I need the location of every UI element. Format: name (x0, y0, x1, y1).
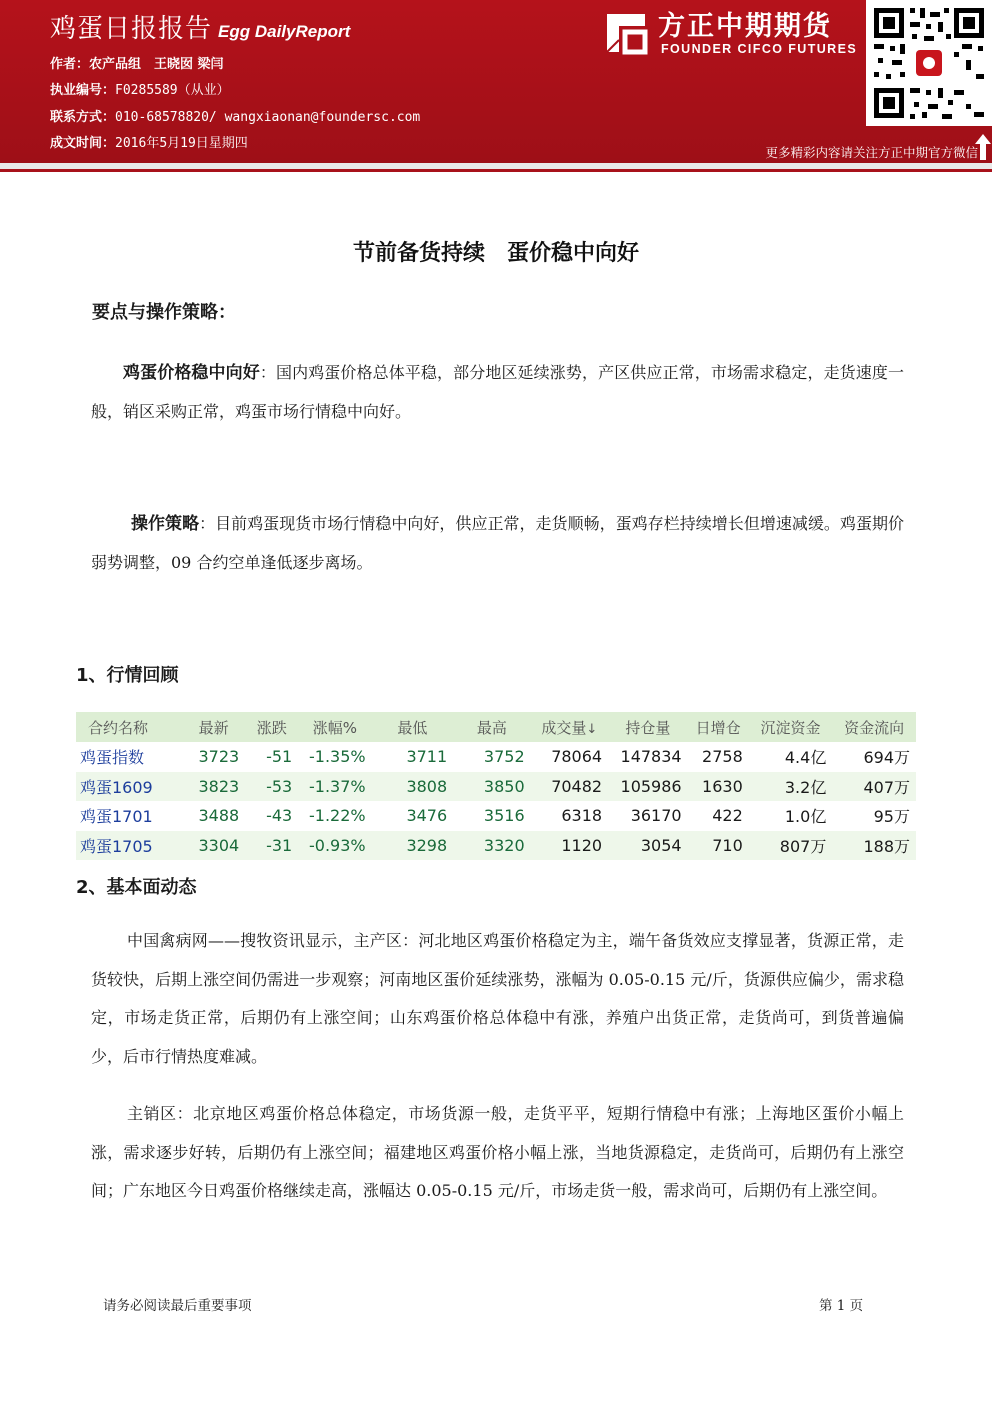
table-header-row (76, 712, 916, 742)
date-value: 2016年5月19日星期四 (115, 136, 248, 151)
cell-daily-oi-change: 422 (688, 801, 749, 831)
col-volume (531, 712, 608, 742)
cell-high: 3752 (453, 742, 530, 772)
cell-open-interest: 147834 (608, 742, 688, 772)
cell-daily-oi-change: 710 (688, 831, 749, 861)
license-line (50, 79, 230, 98)
cell-contract: 鸡蛋指数 (76, 742, 182, 772)
qr-code-icon (866, 0, 992, 126)
col-settled-capital: 沉淀资金 (749, 712, 833, 742)
cell-volume: 78064 (531, 742, 608, 772)
col-volume-label: 成交量 (541, 718, 587, 737)
table-row (76, 801, 916, 831)
paragraph-strategy (91, 505, 904, 582)
cell-capital-flow: 407万 (832, 772, 916, 802)
cell-latest: 3304 (182, 831, 245, 861)
cell-low: 3476 (372, 801, 454, 831)
author-line (50, 53, 224, 72)
table-row (76, 772, 916, 802)
cell-settled-capital: 3.2亿 (749, 772, 833, 802)
col-change: 涨跌 (245, 712, 298, 742)
col-capital-flow: 资金流向 (832, 712, 916, 742)
table-row (76, 742, 916, 772)
paragraph-body-price: ：国内鸡蛋价格总体平稳，部分地区延续涨势，产区供应正常，市场需求稳定，走货速度一般，销区采购正常，鸡蛋市场行情稳中向好。 (91, 363, 904, 421)
cell-capital-flow: 95万 (832, 801, 916, 831)
col-change-pct: 涨幅% (298, 712, 371, 742)
cell-change: -51 (245, 742, 298, 772)
cell-change-pct: -0.93% (298, 831, 371, 861)
contact-label: 联系方式： (50, 110, 116, 125)
futures-quote-table (76, 712, 916, 860)
footer-notice: 请务必阅读最后重要事项 (103, 1298, 252, 1314)
cell-daily-oi-change: 2758 (688, 742, 749, 772)
report-title-en: Egg DailyReport (218, 22, 351, 41)
license-label: 执业编号： (50, 83, 116, 98)
cell-open-interest: 3054 (608, 831, 688, 861)
table-row (76, 831, 916, 861)
cell-contract: 鸡蛋1701 (76, 801, 182, 831)
col-open-interest: 持仓量 (608, 712, 688, 742)
report-title-cn: 鸡蛋日报报告 (50, 14, 213, 44)
paragraph-consuming-areas: 主销区：北京地区鸡蛋价格总体稳定，市场货源一般，走货平平，短期行情稳中有涨；上海地区蛋价小幅上涨，需求逐步好转，后期仍有上涨空间；福建地区鸡蛋价格小幅上涨，当地货源稳定，走货尚可，后期仍有上涨空间；广东地区今日鸡蛋价格继续走高，涨幅达 0.05-0.15 元/斤，市场走货一般，需求尚可，后期仍有上涨空间。 (91, 1104, 904, 1200)
founder-logo-icon (603, 10, 649, 56)
cell-settled-capital: 4.4亿 (749, 742, 833, 772)
cell-change-pct: -1.37% (298, 772, 371, 802)
cell-capital-flow: 694万 (832, 742, 916, 772)
author-value: 农产品组 王晓囡 梁闫 (89, 57, 224, 72)
key-points-heading: 要点与操作策略： (92, 302, 236, 323)
paragraph-producing-areas: 中国禽病网——搜牧资讯显示，主产区：河北地区鸡蛋价格稳定为主，端午备货效应支撑显著，货源正常，走货较快，后期上涨空间仍需进一步观察；河南地区蛋价延续涨势，涨幅为 0.05-0.15 元/斤，货源供应偏少，需求稳定，市场走货正常，后期仍有上涨空间；山东鸡蛋价格总体稳中有涨，养殖户出货正常，走货尚可，到货普遍偏少，后市行情热度难减。 (91, 931, 904, 1066)
doc-title: 节前备货持续 蛋价稳中向好 (352, 241, 639, 266)
cell-volume: 1120 (531, 831, 608, 861)
report-header (0, 0, 992, 163)
cell-change: -53 (245, 772, 298, 802)
logo-text-cn: 方正中期期货 (658, 11, 832, 42)
cell-volume: 6318 (531, 801, 608, 831)
sort-desc-icon: ↓ (586, 721, 598, 737)
date-line (50, 132, 248, 151)
cell-change-pct: -1.22% (298, 801, 371, 831)
cell-change: -43 (245, 801, 298, 831)
cell-volume: 70482 (531, 772, 608, 802)
cell-settled-capital: 1.0亿 (749, 801, 833, 831)
col-latest: 最新 (182, 712, 245, 742)
col-contract-name: 合约名称 (76, 712, 182, 742)
contact-value: 010-68578820/ wangxiaonan@foundersc.com (115, 110, 421, 125)
cell-capital-flow: 188万 (832, 831, 916, 861)
contact-line (50, 106, 420, 125)
cell-low: 3711 (372, 742, 454, 772)
paragraph-price-summary (91, 354, 904, 431)
col-daily-oi-change: 日增仓 (688, 712, 749, 742)
cell-settled-capital: 807万 (749, 831, 833, 861)
section-heading-fundamentals: 2、基本面动态 (76, 877, 197, 898)
cell-high: 3516 (453, 801, 530, 831)
cell-low: 3298 (372, 831, 454, 861)
cell-open-interest: 36170 (608, 801, 688, 831)
report-title (50, 8, 350, 45)
cell-daily-oi-change: 1630 (688, 772, 749, 802)
paragraph-body-strategy: ：目前鸡蛋现货市场行情稳中向好，供应正常，走货顺畅，蛋鸡存栏持续增长但增速减缓。鸡蛋期价弱势调整，09 合约空单逢低逐步离场。 (91, 514, 904, 572)
section-heading-market-review: 1、行情回顾 (76, 665, 179, 686)
author-label: 作者： (50, 57, 90, 72)
cell-high: 3850 (453, 772, 530, 802)
date-label: 成文时间： (50, 136, 116, 151)
col-low: 最低 (372, 712, 454, 742)
page-number: 第 1 页 (819, 1298, 864, 1314)
cell-latest: 3723 (182, 742, 245, 772)
cell-contract: 鸡蛋1705 (76, 831, 182, 861)
logo-text-en: FOUNDER CIFCO FUTURES (661, 42, 858, 56)
cell-latest: 3823 (182, 772, 245, 802)
cell-latest: 3488 (182, 801, 245, 831)
qr-code (866, 0, 992, 126)
header-divider (0, 163, 992, 172)
paragraph-lead-strategy: 操作策略 (131, 514, 200, 534)
company-logo (603, 6, 861, 62)
cell-low: 3808 (372, 772, 454, 802)
paragraph-lead-price: 鸡蛋价格稳中向好 (123, 363, 260, 383)
cell-open-interest: 105986 (608, 772, 688, 802)
cell-change: -31 (245, 831, 298, 861)
cell-contract: 鸡蛋1609 (76, 772, 182, 802)
wechat-follow-note: 更多精彩内容请关注方正中期官方微信 (765, 145, 978, 160)
cell-change-pct: -1.35% (298, 742, 371, 772)
up-arrow-icon (975, 134, 991, 160)
cell-high: 3320 (453, 831, 530, 861)
col-high: 最高 (453, 712, 530, 742)
license-value: F0285589（从业） (115, 83, 230, 98)
